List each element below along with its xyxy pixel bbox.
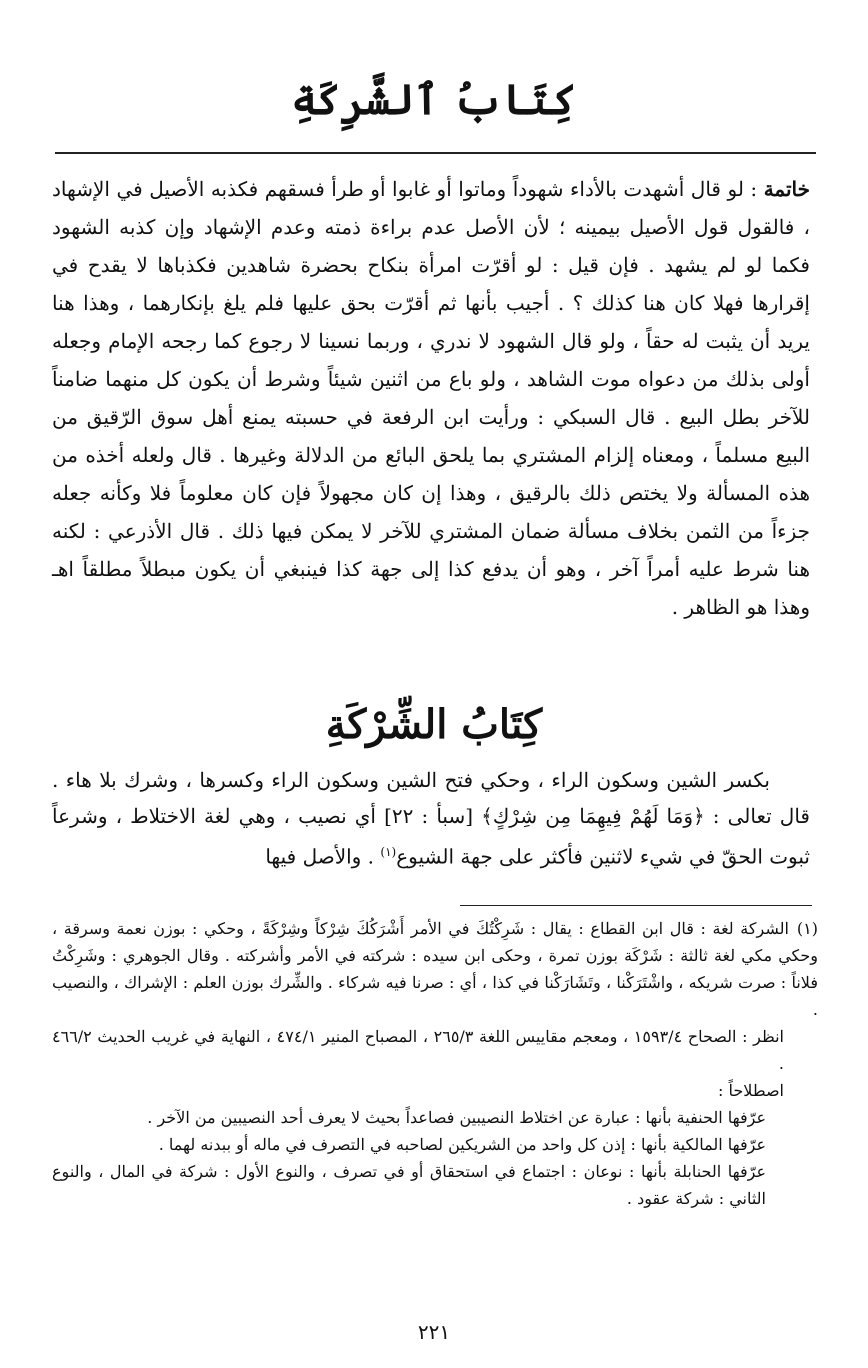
running-head: كِتَابُ ٱلشَّرِكَةِ: [291, 75, 577, 124]
footnote-reference[interactable]: (١): [380, 845, 397, 859]
footnote-maliki-definition: عرّفها المالكية بأنها : إذن كل واحد من الشريكين لصاحبه في التصرف في ماله أو ببدنه لهما .: [158, 1135, 766, 1154]
body-paragraph-block: [52, 170, 810, 626]
footnote-istilahan: اصطلاحاً :: [718, 1081, 784, 1100]
page-number: ٢٢١: [417, 1320, 451, 1344]
footnote-number: (١): [796, 919, 819, 938]
footnote-paragraph-1: [52, 915, 818, 1023]
footnote-hanbali-definition: عرّفها الحنابلة بأنها : نوعان : اجتماع في استحقاق أو في تصرف ، والنوع الأول : شركة في المال ، والنوع الثاني : شركة عقود .: [52, 1162, 766, 1208]
footnote-text: الشركة لغة : قال ابن القطاع : يقال : شَرِكْتُكَ في الأمر أَشْرَكُكَ شِرْكاً وشِرْكَةً ، وحكي : بوزن نعمة وسرقة ، وحكي مكي لغة ثالثة : شَرْكَة بوزن تمرة ، وحكى ابن سيده : شركته في الأمر وأشركته . وقال الجوهري : وشَرِكْتُ فلاناً : صرت شريكه ، واشْتَرَكْنا ، وتَشَارَكْنا في كذا ، أي : صرنا فيه شركاء . والشِّرك بوزن العلم : الإشراك ، والنصيب .: [52, 919, 818, 1019]
header-rule: [55, 152, 816, 154]
section-title: كِتَابُ الشِّرْكَةِ: [325, 701, 543, 748]
section-text-after: . والأصل فيها: [265, 844, 381, 869]
footnote-rule: [460, 905, 812, 906]
footnote-hanafi-definition: عرّفها الحنفية بأنها : عبارة عن اختلاط النصيبين فصاعداً بحيث لا يعرف أحد النصيبين من الآخر .: [147, 1108, 766, 1127]
body-text: : لو قال أشهدت بالأداء شهوداً وماتوا أو غابوا أو طرأ فسقهم فكذبه الأصيل في الإشهاد ، فالقول قول الأصيل بيمينه ؛ لأن الأصل عدم براءة ذمته وعدم الإشهاد وإن كذبه الشهود فكما لو لم يشهد . فإن قيل : لو أقرّت امرأة بنكاح بحضرة شاهدين فكذباها لا يقدح في إقرارها فهلا كان هنا كذلك ؟ . أجيب بأنها ثم أقرّت بحق عليها فلم يلغ بإنكارهما ، وهذا هنا يريد أن يثبت له حقاً ، ولو قال الشهود لا ندري ، وربما نسينا لا رجوع كما رجحه الإمام وجعله أولى بذلك من دعواه موت الشاهد ، ولو باع من اثنين شيئاً وشرط أن يكون كل منهما ضامناً للآخر بطل البيع . قال السبكي : ورأيت ابن الرفعة في حسبته يمنع أهل سوق الرّقيق من البيع مسلماً ، ومعناه إلزام المشتري بما يلحق البائع من الدلالة وغيرها . قال ولعله أخذه من هذه المسألة ولا يختص ذلك بالرقيق ، وهذا إن كان مجهولاً فإن كان معلوماً فلا وكأنه جعله جزءاً من الثمن بخلاف مسألة ضمان المشتري للآخر لا يمكن فيها ذلك . قال الأذرعي : لكنه هنا شرط عليه أمراً آخر ، وهو أن يدفع كذا إلى جهة كذا فينبغي أن يكون مبطلاً مطلقاً اهـ وهذا هو الظاهر .: [52, 177, 810, 619]
section-text: بكسر الشين وسكون الراء ، وحكي فتح الشين وسكون الراء وكسرها ، وشرك بلا هاء . قال تعالى : ﴿وَمَا لَهُمْ فِيهِمَا مِن شِرْكٍ﴾ [سبأ : ٢٢] أي نصيب ، وهي لغة الاختلاط ، وشرعاً ثبوت الحقّ في شيء لاثنين فأكثر على جهة الشيوع: [52, 768, 810, 869]
section-body: [52, 762, 810, 875]
footnote-sources: انظر : الصحاح ١٥٩٣/٤ ، ومعجم مقاييس اللغة ٢٦٥/٣ ، المصباح المنير ٤٧٤/١ ، النهاية في غريب الحديث ٤٦٦/٢ .: [52, 1027, 784, 1073]
body-paragraph: [52, 170, 810, 626]
keyword-khatima: خاتمة: [763, 177, 810, 201]
footnotes: [52, 915, 818, 1212]
section-paragraph: [52, 762, 810, 875]
